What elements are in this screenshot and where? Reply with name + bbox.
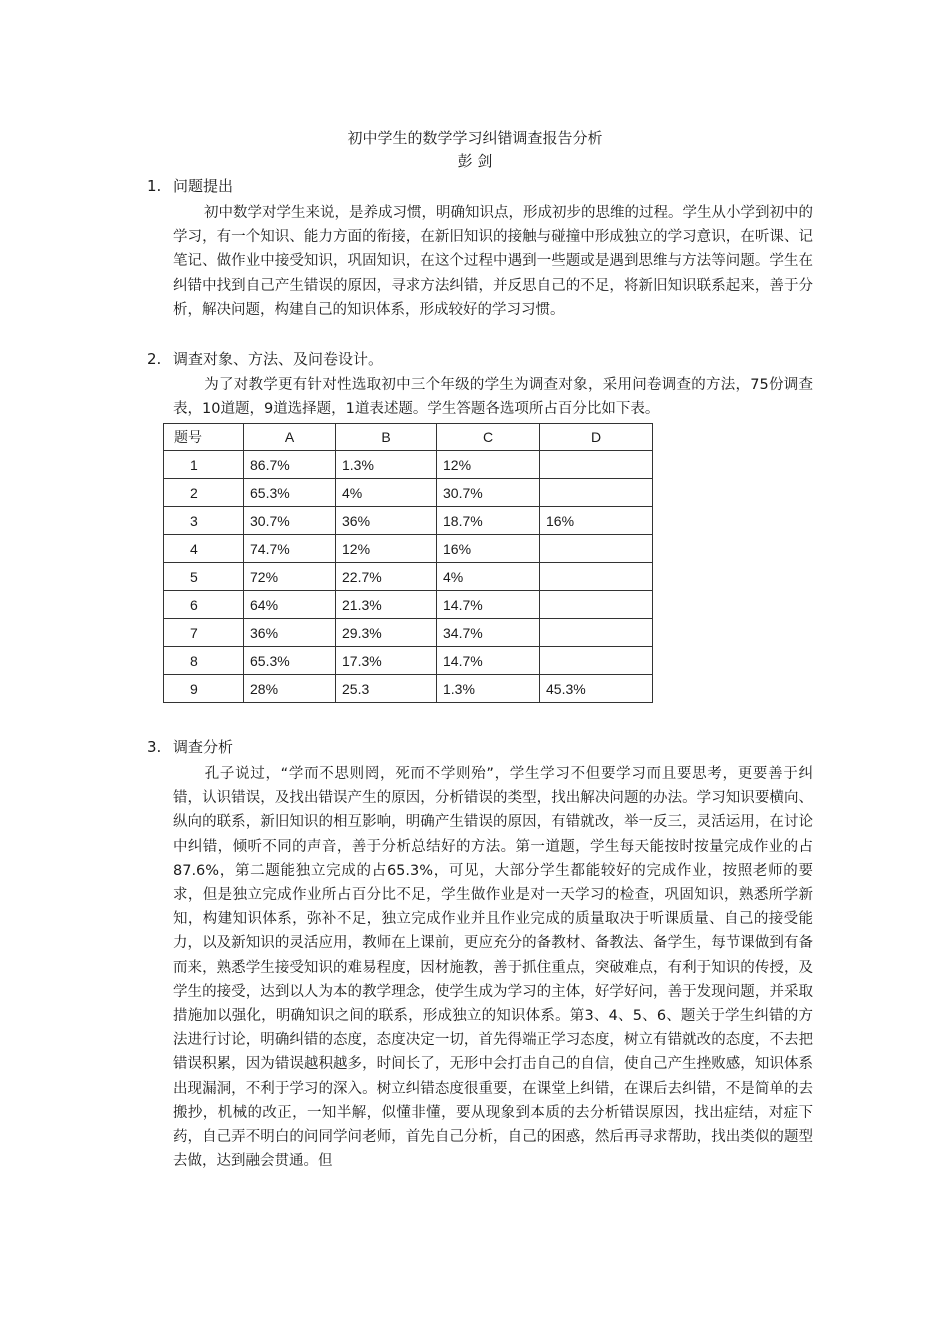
percentage-cell: 86.7% [244, 451, 336, 479]
section-heading-1 [147, 176, 233, 196]
section-paragraph-1 [173, 201, 813, 322]
header-cell: A [244, 424, 336, 451]
section-number: 1. [147, 177, 162, 195]
percentage-cell: 30.7% [437, 479, 540, 507]
percentage-cell [540, 591, 653, 619]
percentage-cell: 16% [540, 507, 653, 535]
percentage-cell [540, 619, 653, 647]
percentage-cell [540, 451, 653, 479]
percentage-cell [540, 535, 653, 563]
survey-results-table [163, 423, 653, 703]
percentage-cell: 12% [437, 451, 540, 479]
section-heading-2 [147, 349, 383, 369]
question-number-cell: 5 [164, 563, 244, 591]
table-row [164, 675, 653, 703]
percentage-cell: 72% [244, 563, 336, 591]
section-heading-3 [147, 737, 233, 757]
table-header-row [164, 424, 653, 451]
percentage-cell: 65.3% [244, 479, 336, 507]
percentage-cell: 18.7% [437, 507, 540, 535]
percentage-cell: 74.7% [244, 535, 336, 563]
percentage-cell: 25.3 [336, 675, 437, 703]
percentage-cell: 34.7% [437, 619, 540, 647]
table-row [164, 563, 653, 591]
question-number-cell: 8 [164, 647, 244, 675]
table-row [164, 479, 653, 507]
percentage-cell: 16% [437, 535, 540, 563]
percentage-cell [540, 563, 653, 591]
header-cell: D [540, 424, 653, 451]
percentage-cell: 12% [336, 535, 437, 563]
table-row [164, 451, 653, 479]
paragraph-text: 孔子说过，“学而不思则罔，死而不学则殆”，学生学习不但要学习而且要思考，更要善于纠错，认识错误，及找出错误产生的原因，分析错误的类型，找出解决问题的办法。学习知识要横向、纵向的联系，新旧知识的相互影响，明确产生错误的原因，有错就改，举一反三，灵活运用，在讨论中纠错，倾听不同的声音，善于分析总结好的方法。第一道题，学生每天能按时按量完成作业的占87.6%，第二题能独立完成的占65.3%，可见，大部分学生都能较好的完成作业，按照老师的要求，但是独立完成作业所占百分比不足，学生做作业是对一天学习的检查，巩固知识，熟悉所学新知，构建知识体系，弥补不足，独立完成作业并且作业完成的质量取决于听课质量、自己的接受能力，以及新知识的灵活应用，教师在上课前，更应充分的备教材、备教法、备学生，每节课做到有备而来，熟悉学生接受知识的难易程度，因材施教，善于抓住重点，突破难点，有利于知识的传授，及学生的接受，达到以人为本的教学理念，使学生成为学习的主体，好学好问，善于发现问题，并采取措施加以强化，明确知识之间的联系，形成独立的知识体系。第3、4、5、6、题关于学生纠错的方法进行讨论，明确纠错的态度，态度决定一切，首先得端正学习态度，树立有错就改的态度，不去把错误积累，因为错误越积越多，时间长了，无形中会打击自己的自信，使自己产生挫败感，知识体系出现漏洞，不利于学习的深入。树立纠错态度很重要，在课堂上纠错，在课后去纠错，不是简单的去搬抄，机械的改正，一知半解，似懂非懂，要从现象到本质的去分析错误原因，找出症结，对症下药，自己弄不明白的问同学问老师，首先自己分析，自己的困惑，然后再寻求帮助，找出类似的题型去做，达到融会贯通。但 [173, 766, 813, 1170]
table-row [164, 619, 653, 647]
section-paragraph-2 [173, 373, 813, 421]
percentage-cell: 1.3% [336, 451, 437, 479]
header-cell: B [336, 424, 437, 451]
question-number-cell: 9 [164, 675, 244, 703]
section-title: 调查对象、方法、及问卷设计。 [173, 350, 384, 368]
percentage-cell: 29.3% [336, 619, 437, 647]
question-number-cell: 1 [164, 451, 244, 479]
question-number-cell: 7 [164, 619, 244, 647]
section-title: 问题提出 [173, 177, 234, 195]
section-number: 3. [147, 738, 162, 756]
percentage-cell: 28% [244, 675, 336, 703]
percentage-cell: 64% [244, 591, 336, 619]
percentage-cell: 14.7% [437, 647, 540, 675]
section-number: 2. [147, 350, 162, 368]
percentage-cell: 17.3% [336, 647, 437, 675]
percentage-cell: 21.3% [336, 591, 437, 619]
table-row [164, 591, 653, 619]
question-number-cell: 6 [164, 591, 244, 619]
document-author: 彭 剑 [457, 152, 493, 170]
section-title: 调查分析 [173, 738, 234, 756]
table-row [164, 507, 653, 535]
document-title: 初中学生的数学学习纠错调查报告分析 [347, 129, 603, 147]
percentage-cell: 4% [336, 479, 437, 507]
percentage-cell: 14.7% [437, 591, 540, 619]
table-row [164, 647, 653, 675]
percentage-cell [540, 479, 653, 507]
percentage-cell: 36% [336, 507, 437, 535]
percentage-cell: 45.3% [540, 675, 653, 703]
percentage-cell: 30.7% [244, 507, 336, 535]
question-number-cell: 2 [164, 479, 244, 507]
percentage-cell: 22.7% [336, 563, 437, 591]
paragraph-text: 为了对教学更有针对性选取初中三个年级的学生为调查对象，采用问卷调查的方法，75份调查表，10道题，9道选择题，1道表述题。学生答题各选项所占百分比如下表。 [173, 377, 813, 418]
paragraph-text: 初中数学对学生来说，是养成习惯，明确知识点，形成初步的思维的过程。学生从小学到初中的学习，有一个知识、能力方面的衔接，在新旧知识的接触与碰撞中形成独立的学习意识，在听课、记笔记、做作业中接受知识，巩固知识，在这个过程中遇到一些题或是遇到思维与方法等问题。学生在纠错中找到自己产生错误的原因，寻求方法纠错，并反思自己的不足，将新旧知识联系起来，善于分析，解决问题，构建自己的知识体系，形成较好的学习习惯。 [173, 205, 813, 318]
question-number-cell: 3 [164, 507, 244, 535]
percentage-cell: 4% [437, 563, 540, 591]
percentage-cell: 1.3% [437, 675, 540, 703]
percentage-cell [540, 647, 653, 675]
header-cell: 题号 [164, 424, 244, 451]
header-cell: C [437, 424, 540, 451]
percentage-cell: 36% [244, 619, 336, 647]
section-paragraph-3 [173, 762, 813, 1173]
question-number-cell: 4 [164, 535, 244, 563]
percentage-cell: 65.3% [244, 647, 336, 675]
table-row [164, 535, 653, 563]
